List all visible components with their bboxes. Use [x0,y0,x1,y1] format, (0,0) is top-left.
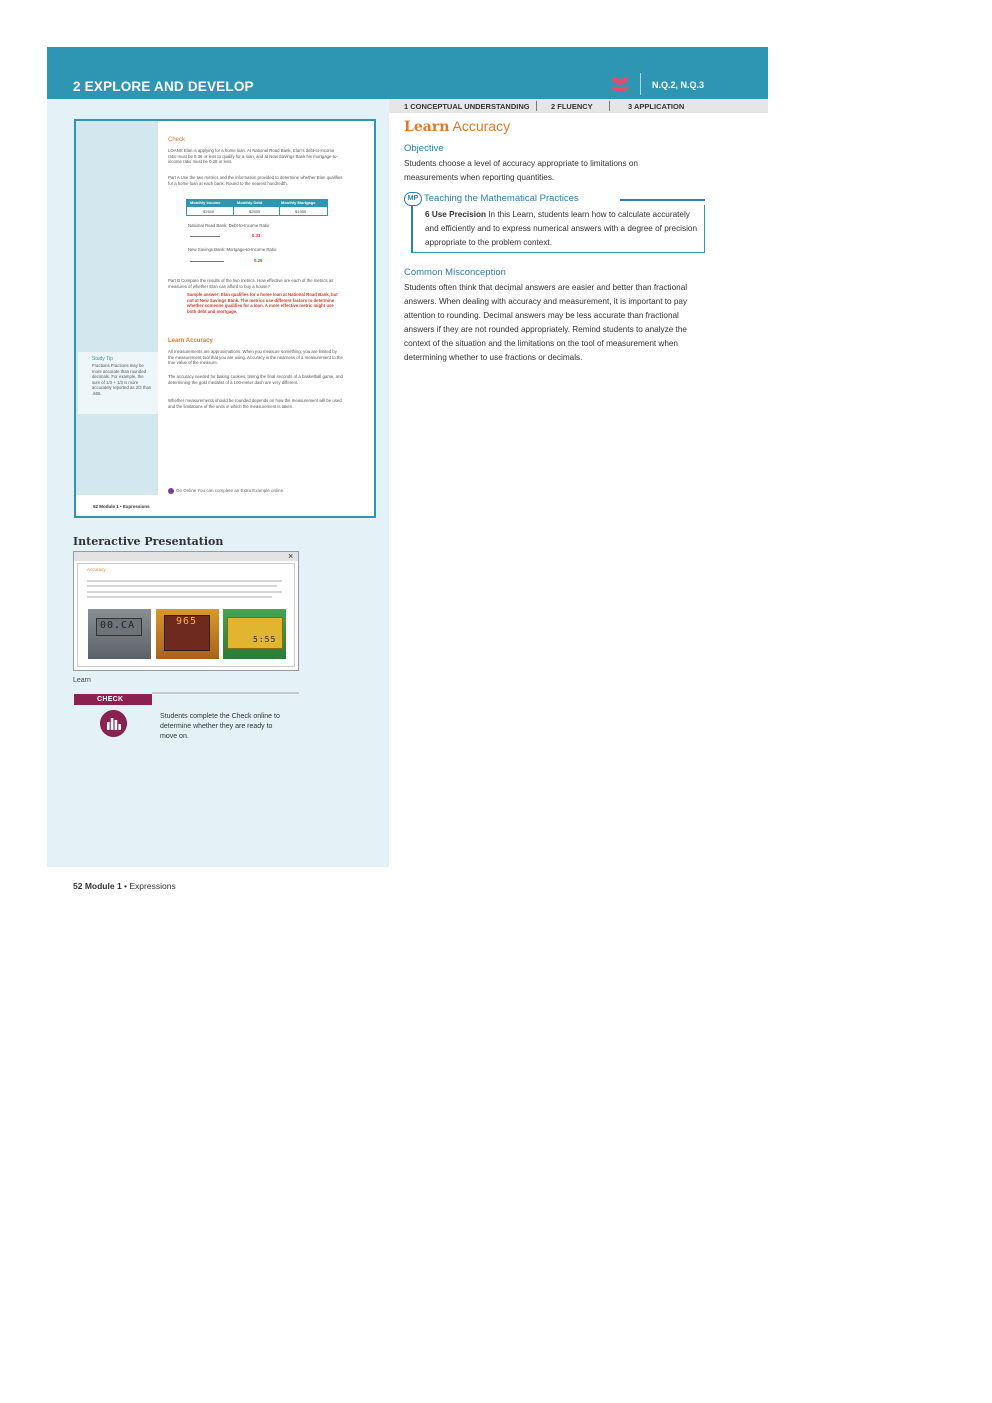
close-icon[interactable]: × [288,551,294,561]
objective-text: Students choose a level of accuracy appropriate to limitations on measurements when reporting quantities. [404,159,638,182]
slide-text-line [87,580,282,582]
slide-heading: Accuracy [87,567,106,572]
group-work-icon [609,75,631,91]
scale-display: 00.CA [100,620,136,631]
fraction-bar [190,261,224,262]
thumbnail-page-footer: 52 Module 1 • Expressions [93,504,150,509]
misconception-title: Common Misconception [404,267,506,278]
table-cell: $1950 [295,209,307,214]
bar-chart-icon [100,710,127,737]
rigor-application: 3 APPLICATION [628,102,685,111]
fraction-bar [190,236,220,237]
strip-divider [536,101,537,111]
learn-word: Learn [404,119,450,135]
thumbnail-part-a: Part A Use the two metrics and the information provided to determine whether Elan qualifies for a home loan at each bank. Round to the nearest hundredth. [168,175,343,186]
mathematical-practices-icon: MP [404,192,422,206]
study-tip-text: Fractions Fractions may be more accurate than rounded decimals. For example, the sum of 1/3 + 1/3 is more accurately reported as 2/3 than .665. [92,363,152,396]
thumbnail-part-b-answer: Sample answer: Elan qualifies for a home loan at National Road Bank, but not at New Savings Bank. The metrics use different factors to determine whether someone qualifies for a loan. A more effective metric might use both debt and mortgage. [187,292,338,314]
timer-image [223,609,286,659]
check-description: Students complete the Check online to determine whether they are ready to move on. [160,713,280,740]
slide-text-line [87,596,272,598]
thumbnail-learn-paragraph: All measurements are approximations. When you measure something, you are limited by the measurement tool that you are using. Accuracy is the nearness of a measurement to the true value of the measure. [168,349,343,366]
page-footer [73,881,176,891]
ratio2-label: New Savings Bank: Mortgage-to-Income Ratio [188,247,277,252]
ratio1-value: 0.33 [252,233,261,238]
presentation-caption: Learn [73,677,91,684]
thumbnail-margin [76,121,158,495]
thumbnail-learn-paragraph: The accuracy needed for baking cookies, timing the final seconds of a basketball game, and determining the gold medalist of a 100-meter dash are very different. [168,374,343,385]
thumbnail-learn-heading: Learn Accuracy [168,338,213,344]
footer-separator: • [121,881,130,891]
module-topic: Expressions [129,881,176,891]
table-cell: $7650 [203,209,215,214]
interactive-presentation-title: Interactive Presentation [73,535,224,548]
rigor-conceptual: 1 CONCEPTUAL UNDERSTANDING [404,102,530,111]
header-divider [640,73,641,95]
thumbnail-learn-paragraph: Whether measurements should be rounded depends on how the measurement will be used and the limitations of the units in which the measurement is taken. [168,398,342,409]
table-column-divider [233,200,234,216]
strip-divider [609,101,610,111]
misconception-text: Students often think that decimal answers are easier and better than fractional answers. When dealing with accuracy and measurement, it is important to pay attention to rounding. Decimal answers may be less accurate than fractional answers if they are not rounded appropriately. Remind students to analyze the context of the situation and the limitations on the tool of measurement when determining whether to use fractions or decimals. [404,283,688,362]
slide-text-line [87,585,277,587]
mathematical-practices-text [425,208,700,250]
table-header-cell: Monthly Income [190,200,221,205]
scoreboard-display: 965 [176,616,198,627]
presentation-titlebar [74,552,298,561]
check-label: CHECK [97,696,124,703]
learn-heading [404,118,510,135]
ratio1-label: National Road Bank: Debt-to-Income Ratio [188,223,270,228]
thumbnail-part-b: Part B Compare the results of the two metrics. How effective are each of the metrics as measures of whether Elan can afford to buy a house? [168,278,334,289]
table-cell: $2555 [249,209,261,214]
go-online-note: Go Online You can complete an Extra Example online. [176,488,285,493]
section-title: 2 EXPLORE AND DEVELOP [73,79,254,94]
mathematical-practices-rule [620,199,705,201]
standards-code: N.Q.2, N.Q.3 [652,80,705,90]
page-number: 52 [73,881,83,891]
scale-image [88,609,151,659]
table-header-cell: Monthly Mortgage [281,200,316,205]
timer-display: 5:55 [253,635,277,644]
rigor-fluency: 2 FLUENCY [551,102,593,111]
practice-description: In this Learn, students learn how to calculate accurately and efficiently and to express numerical answers with a degree of precision appropriate to the problem context. [425,210,698,247]
study-tip-title: Study Tip [92,356,113,362]
thumbnail-check-heading: Check [168,137,186,143]
go-online-icon [168,488,174,494]
thumbnail-loans-text: LOANS Elan is applying for a home loan. At National Road Bank, Elan's debt-to-income ratio must be 0.36 or less to qualify for a loan, and at New Savings Bank his mortgage-to-income ratio must be 0.28 or less. [168,148,338,165]
slide-text-line [87,591,282,593]
scoreboard-image [156,609,219,659]
mathematical-practices-title: Teaching the Mathematical Practices [424,193,579,204]
table-header-cell: Monthly Debt [237,200,263,205]
ratio2-value: 0.25 [254,258,263,263]
learn-topic: Accuracy [452,118,511,134]
objective-title: Objective [404,143,444,154]
module-name: Module 1 [84,881,122,891]
check-divider [152,692,299,694]
table-column-divider [279,200,280,216]
practice-name: 6 Use Precision [425,210,486,219]
